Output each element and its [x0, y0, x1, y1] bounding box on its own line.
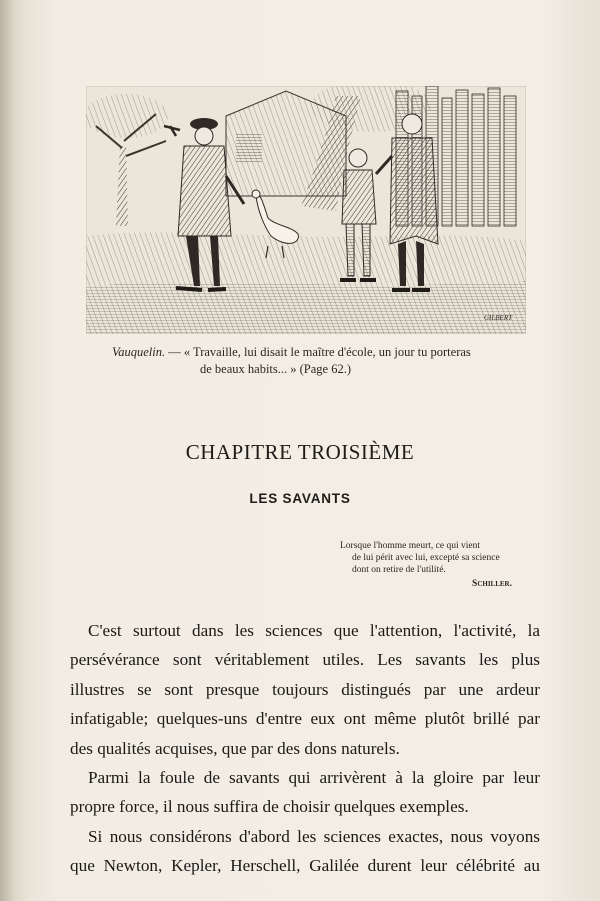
- caption-line-2: de beaux habits... » (Page 62.): [200, 362, 352, 376]
- epigraph-line-2: de lui périt avec lui, excepté sa science: [352, 553, 500, 563]
- text-line: que Newton, Kepler, Herschell, Galilée durent leur célébrité au: [70, 856, 540, 876]
- engraver-signature: GILBERT: [484, 314, 512, 322]
- text-line: illustres se sont presque toujours distingués par une ardeur: [70, 679, 540, 699]
- epigraph-line-3: dont on retire de l'utilité.: [352, 565, 446, 575]
- engraving-illustration: [86, 86, 526, 334]
- text-line: persévérance sont véritablement utiles. Les savants les plus: [70, 650, 540, 670]
- body-text: [70, 616, 540, 881]
- section-title: LES SAVANTS: [249, 491, 351, 506]
- paragraph-1: [70, 616, 540, 763]
- epigraph: [340, 540, 540, 590]
- caption-line-1: — « Travaille, lui disait le maître d'école, un jour tu porteras: [165, 345, 471, 359]
- chapter-title: CHAPITRE TROISIÈME: [185, 440, 415, 464]
- engraving-scene: [86, 86, 526, 334]
- epigraph-line-1: Lorsque l'homme meurt, ce qui vient: [340, 541, 480, 551]
- text-line: Si nous considérons d'abord les sciences exactes, nous voyons: [88, 826, 540, 846]
- paragraph-3: [70, 822, 540, 881]
- text-line: des qualités acquises, que par des dons naturels.: [70, 738, 400, 758]
- illustration-caption: [112, 344, 532, 378]
- paragraph-2: [70, 763, 540, 822]
- text-line: C'est surtout dans les sciences que l'attention, l'activité, la: [88, 621, 540, 640]
- text-line: infatigable; quelques-uns d'entre eux ont même plutôt brillé par: [70, 709, 540, 729]
- caption-speaker: Vauquelin.: [112, 345, 166, 359]
- text-line: propre force, il nous suffira de choisir quelques exemples.: [70, 797, 469, 817]
- epigraph-author: Schiller.: [472, 579, 512, 589]
- text-line: Parmi la foule de savants qui arrivèrent à la gloire par leur: [88, 768, 540, 788]
